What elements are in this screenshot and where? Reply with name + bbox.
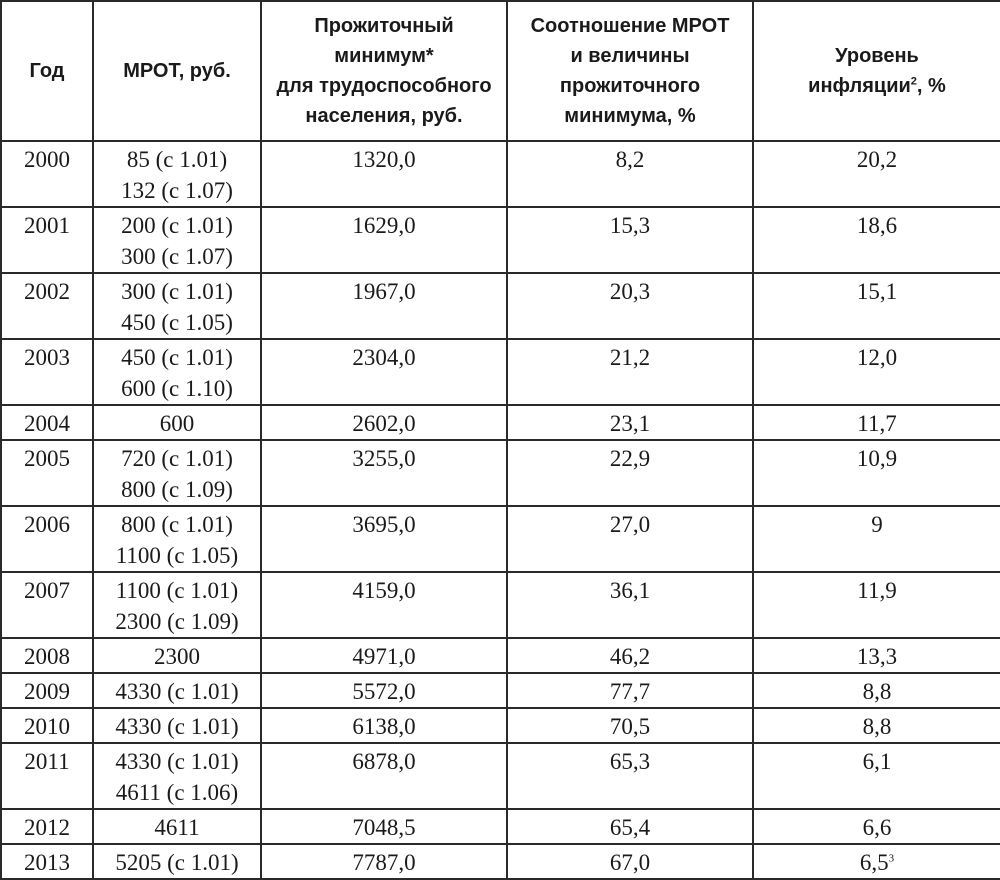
year-cell: 2011	[1, 743, 93, 809]
inflation-cell	[753, 273, 1000, 339]
table-row	[1, 207, 1000, 273]
mrot-value: 85 (с 1.01)	[126, 147, 228, 172]
header-row	[1, 1, 1000, 141]
table-row	[1, 809, 1000, 844]
mrot-cell	[93, 506, 261, 572]
inflation-value: 15,1	[856, 279, 898, 304]
mrot-value: 300 (с 1.07)	[121, 244, 233, 269]
ratio-cell: 15,3	[507, 207, 753, 273]
mrot-value: 600 (с 1.10)	[121, 376, 233, 401]
ratio-cell: 46,2	[507, 638, 753, 673]
inflation-value: 6,6	[862, 815, 892, 840]
inflation-cell	[753, 638, 1000, 673]
ratio-cell: 65,4	[507, 809, 753, 844]
mrot-cell	[93, 673, 261, 708]
ratio-cell: 36,1	[507, 572, 753, 638]
mrot-value: 5205 (с 1.01)	[115, 850, 239, 875]
inflation-value: 13,3	[856, 644, 898, 669]
ratio-cell: 65,3	[507, 743, 753, 809]
mrot-value: 450 (с 1.05)	[121, 310, 233, 335]
mrot-cell	[93, 405, 261, 440]
inflation-cell	[753, 339, 1000, 405]
inflation-value: 6,1	[862, 749, 892, 774]
mrot-value: 300 (с 1.01)	[121, 279, 233, 304]
footnote-3-marker: 3	[888, 852, 895, 865]
mrot-cell	[93, 809, 261, 844]
subsistence-cell: 2602,0	[261, 405, 507, 440]
ratio-cell: 22,9	[507, 440, 753, 506]
ratio-cell: 21,2	[507, 339, 753, 405]
header-year: Год	[1, 1, 93, 141]
year-cell: 2012	[1, 809, 93, 844]
mrot-value: 4330 (с 1.01)	[115, 749, 239, 774]
mrot-cell	[93, 743, 261, 809]
inflation-cell	[753, 572, 1000, 638]
table-row	[1, 405, 1000, 440]
year-cell: 2013	[1, 844, 93, 879]
mrot-value: 720 (с 1.01)	[121, 446, 233, 471]
subsistence-cell: 7048,5	[261, 809, 507, 844]
subsistence-cell: 7787,0	[261, 844, 507, 879]
mrot-cell	[93, 339, 261, 405]
year-cell: 2002	[1, 273, 93, 339]
mrot-value: 1100 (с 1.05)	[115, 543, 239, 568]
inflation-cell	[753, 506, 1000, 572]
year-cell: 2007	[1, 572, 93, 638]
table-row	[1, 673, 1000, 708]
header-ratio: Соотношение МРОТ и величины прожиточного минимума, %	[507, 1, 753, 141]
mrot-cell	[93, 141, 261, 207]
subsistence-cell: 5572,0	[261, 673, 507, 708]
ratio-cell: 67,0	[507, 844, 753, 879]
mrot-value: 132 (с 1.07)	[121, 178, 233, 203]
mrot-cell	[93, 844, 261, 879]
table-row	[1, 708, 1000, 743]
mrot-value: 4611	[154, 815, 200, 840]
mrot-cell	[93, 273, 261, 339]
mrot-value: 4330 (с 1.01)	[115, 714, 239, 739]
inflation-value: 18,6	[856, 213, 898, 238]
mrot-cell	[93, 708, 261, 743]
inflation-cell	[753, 844, 1000, 879]
mrot-value: 800 (с 1.01)	[121, 512, 233, 537]
subsistence-cell: 4971,0	[261, 638, 507, 673]
inflation-value: 11,9	[857, 578, 897, 603]
mrot-value: 450 (с 1.01)	[121, 345, 233, 370]
mrot-value: 200 (с 1.01)	[121, 213, 233, 238]
mrot-cell	[93, 572, 261, 638]
inflation-cell	[753, 207, 1000, 273]
inflation-cell	[753, 440, 1000, 506]
subsistence-cell: 3695,0	[261, 506, 507, 572]
inflation-cell	[753, 743, 1000, 809]
table-row	[1, 141, 1000, 207]
year-cell: 2010	[1, 708, 93, 743]
table-row	[1, 506, 1000, 572]
subsistence-cell: 2304,0	[261, 339, 507, 405]
ratio-cell: 77,7	[507, 673, 753, 708]
mrot-value: 4330 (с 1.01)	[115, 679, 239, 704]
subsistence-cell: 3255,0	[261, 440, 507, 506]
inflation-value: 11,7	[857, 411, 897, 436]
year-cell: 2004	[1, 405, 93, 440]
year-cell: 2001	[1, 207, 93, 273]
table-row	[1, 638, 1000, 673]
inflation-cell	[753, 809, 1000, 844]
subsistence-cell: 1967,0	[261, 273, 507, 339]
subsistence-cell: 1629,0	[261, 207, 507, 273]
table-row	[1, 743, 1000, 809]
inflation-value: 9	[871, 512, 883, 537]
ratio-cell: 23,1	[507, 405, 753, 440]
table-row	[1, 440, 1000, 506]
year-cell: 2005	[1, 440, 93, 506]
table-row	[1, 339, 1000, 405]
header-inflation: Уровень инфляции$^2$, %	[753, 1, 1000, 141]
mrot-value: 600	[159, 411, 195, 436]
year-cell: 2009	[1, 673, 93, 708]
table-row	[1, 844, 1000, 879]
subsistence-cell: 1320,0	[261, 141, 507, 207]
header-subsistence: Прожиточный минимум* для трудоспособного населения, руб.	[261, 1, 507, 141]
inflation-value: 8,8	[862, 714, 892, 739]
subsistence-cell: 6138,0	[261, 708, 507, 743]
inflation-value: 12,0	[856, 345, 898, 370]
subsistence-cell: 4159,0	[261, 572, 507, 638]
table-row	[1, 572, 1000, 638]
inflation-cell	[753, 673, 1000, 708]
year-cell: 2008	[1, 638, 93, 673]
ratio-cell: 8,2	[507, 141, 753, 207]
inflation-cell	[753, 141, 1000, 207]
year-cell: 2000	[1, 141, 93, 207]
mrot-cell	[93, 440, 261, 506]
inflation-value: 6,5	[859, 850, 889, 875]
inflation-value: 8,8	[862, 679, 892, 704]
mrot-cell	[93, 638, 261, 673]
inflation-cell	[753, 708, 1000, 743]
inflation-value: 10,9	[856, 446, 898, 471]
mrot-value: 2300 (с 1.09)	[115, 609, 239, 634]
ratio-cell: 27,0	[507, 506, 753, 572]
inflation-cell	[753, 405, 1000, 440]
mrot-value: 1100 (с 1.01)	[115, 578, 239, 603]
mrot-value: 2300	[154, 644, 200, 669]
table-row	[1, 273, 1000, 339]
mrot-value: 800 (с 1.09)	[121, 477, 233, 502]
inflation-value: 20,2	[856, 147, 898, 172]
mrot-value: 4611 (с 1.06)	[115, 780, 239, 805]
header-mrot: МРОТ, руб.	[93, 1, 261, 141]
year-cell: 2006	[1, 506, 93, 572]
year-cell: 2003	[1, 339, 93, 405]
ratio-cell: 70,5	[507, 708, 753, 743]
footnote-2-marker: 2	[910, 75, 917, 88]
mrot-cell	[93, 207, 261, 273]
ratio-cell: 20,3	[507, 273, 753, 339]
table-body	[1, 141, 1000, 879]
subsistence-cell: 6878,0	[261, 743, 507, 809]
